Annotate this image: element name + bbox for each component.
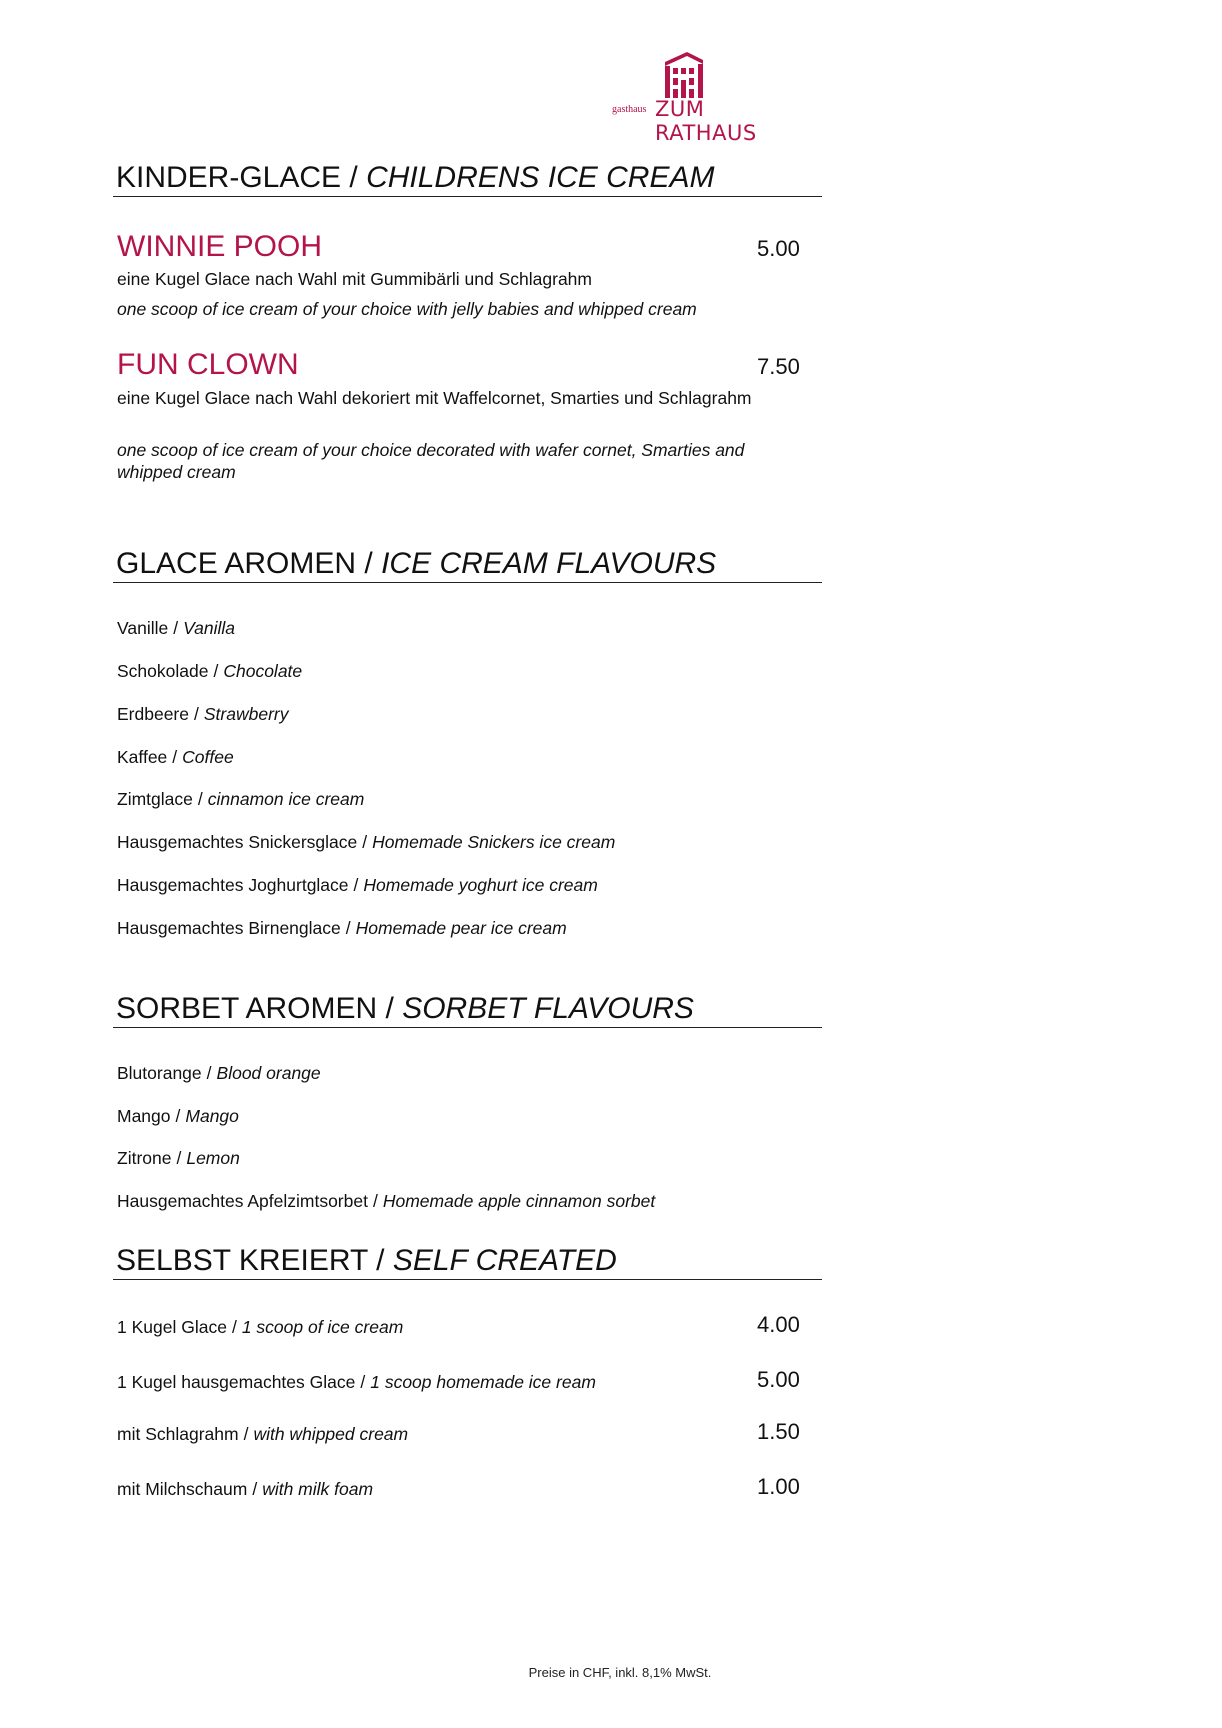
price-row-price: 4.00 bbox=[757, 1312, 800, 1337]
building-logo-icon bbox=[657, 50, 707, 100]
price-row-label: mit Schlagrahm / with whipped cream bbox=[117, 1424, 409, 1444]
restaurant-logo bbox=[612, 50, 812, 145]
price-row-price: 1.50 bbox=[757, 1419, 800, 1444]
price-row-price: 5.00 bbox=[757, 1367, 800, 1392]
section-title-kinder bbox=[116, 160, 816, 196]
menu-item-desc-en: one scoop of ice cream of your choice with jelly babies and whipped cream bbox=[117, 299, 697, 319]
section-title-sep: / bbox=[364, 547, 373, 580]
flavour-item: Hausgemachtes Apfelzimtsorbet / Homemade apple cinnamon sorbet bbox=[117, 1191, 656, 1211]
section-title-de: KINDER-GLACE bbox=[116, 161, 342, 194]
price-row-label: 1 Kugel hausgemachtes Glace / 1 scoop homemade ice ream bbox=[117, 1372, 596, 1392]
price-row bbox=[117, 1417, 817, 1447]
section-title-en: ICE CREAM FLAVOURS bbox=[381, 547, 717, 580]
section-title-selbst bbox=[116, 1243, 816, 1279]
section-title-sep: / bbox=[349, 161, 358, 194]
section-title-sorbet bbox=[116, 991, 816, 1027]
section-title-sep: / bbox=[385, 992, 394, 1025]
menu-item-desc-en: one scoop of ice cream of your choice decorated with wafer cornet, Smarties and whipped cream bbox=[117, 440, 745, 482]
menu-item-name: WINNIE POOH bbox=[117, 230, 323, 263]
section-title-en: CHILDRENS ICE CREAM bbox=[366, 161, 715, 194]
logo-small-text: gasthaus bbox=[612, 104, 647, 115]
price-row-label: mit Milchschaum / with milk foam bbox=[117, 1479, 374, 1499]
menu-item-price: 7.50 bbox=[757, 354, 800, 379]
menu-item-desc-de: eine Kugel Glace nach Wahl mit Gummibärli und Schlagrahm bbox=[117, 269, 592, 289]
flavour-item: Zimtglace / cinnamon ice cream bbox=[117, 789, 365, 809]
section-divider bbox=[113, 196, 822, 197]
flavour-item: Hausgemachtes Joghurtglace / Homemade yoghurt ice cream bbox=[117, 875, 598, 895]
price-row-label: 1 Kugel Glace / 1 scoop of ice cream bbox=[117, 1317, 404, 1337]
section-title-en: SORBET FLAVOURS bbox=[402, 992, 694, 1025]
flavour-item: Zitrone / Lemon bbox=[117, 1148, 240, 1168]
flavour-item: Mango / Mango bbox=[117, 1106, 239, 1126]
price-row bbox=[117, 1472, 817, 1502]
section-divider bbox=[113, 582, 822, 583]
section-title-en: SELF CREATED bbox=[392, 1244, 617, 1277]
price-row bbox=[117, 1310, 817, 1340]
flavour-item: Hausgemachtes Snickersglace / Homemade Snickers ice cream bbox=[117, 832, 616, 852]
price-row-price: 1.00 bbox=[757, 1474, 800, 1499]
section-title-de: SORBET AROMEN bbox=[116, 992, 378, 1025]
section-title-glace bbox=[116, 546, 816, 582]
logo-name: ZUM RATHAUS bbox=[655, 97, 757, 145]
menu-item-price: 5.00 bbox=[757, 236, 800, 261]
section-divider bbox=[113, 1279, 822, 1280]
menu-item-name: FUN CLOWN bbox=[117, 348, 299, 381]
flavour-item: Kaffee / Coffee bbox=[117, 747, 234, 767]
flavour-item: Blutorange / Blood orange bbox=[117, 1063, 321, 1083]
price-row bbox=[117, 1365, 817, 1395]
flavour-item: Hausgemachtes Birnenglace / Homemade pear ice cream bbox=[117, 918, 567, 938]
flavour-item: Erdbeere / Strawberry bbox=[117, 704, 289, 724]
footer-note: Preise in CHF, inkl. 8,1% MwSt. bbox=[528, 1665, 712, 1680]
flavour-item: Schokolade / Chocolate bbox=[117, 661, 303, 681]
section-title-de: GLACE AROMEN bbox=[116, 547, 357, 580]
section-title-sep: / bbox=[376, 1244, 385, 1277]
flavour-item: Vanille / Vanilla bbox=[117, 618, 236, 638]
section-title-de: SELBST KREIERT bbox=[116, 1244, 368, 1277]
menu-item-desc-de: eine Kugel Glace nach Wahl dekoriert mit Waffelcornet, Smarties und Schlagrahm bbox=[117, 388, 752, 408]
section-divider bbox=[113, 1027, 822, 1028]
